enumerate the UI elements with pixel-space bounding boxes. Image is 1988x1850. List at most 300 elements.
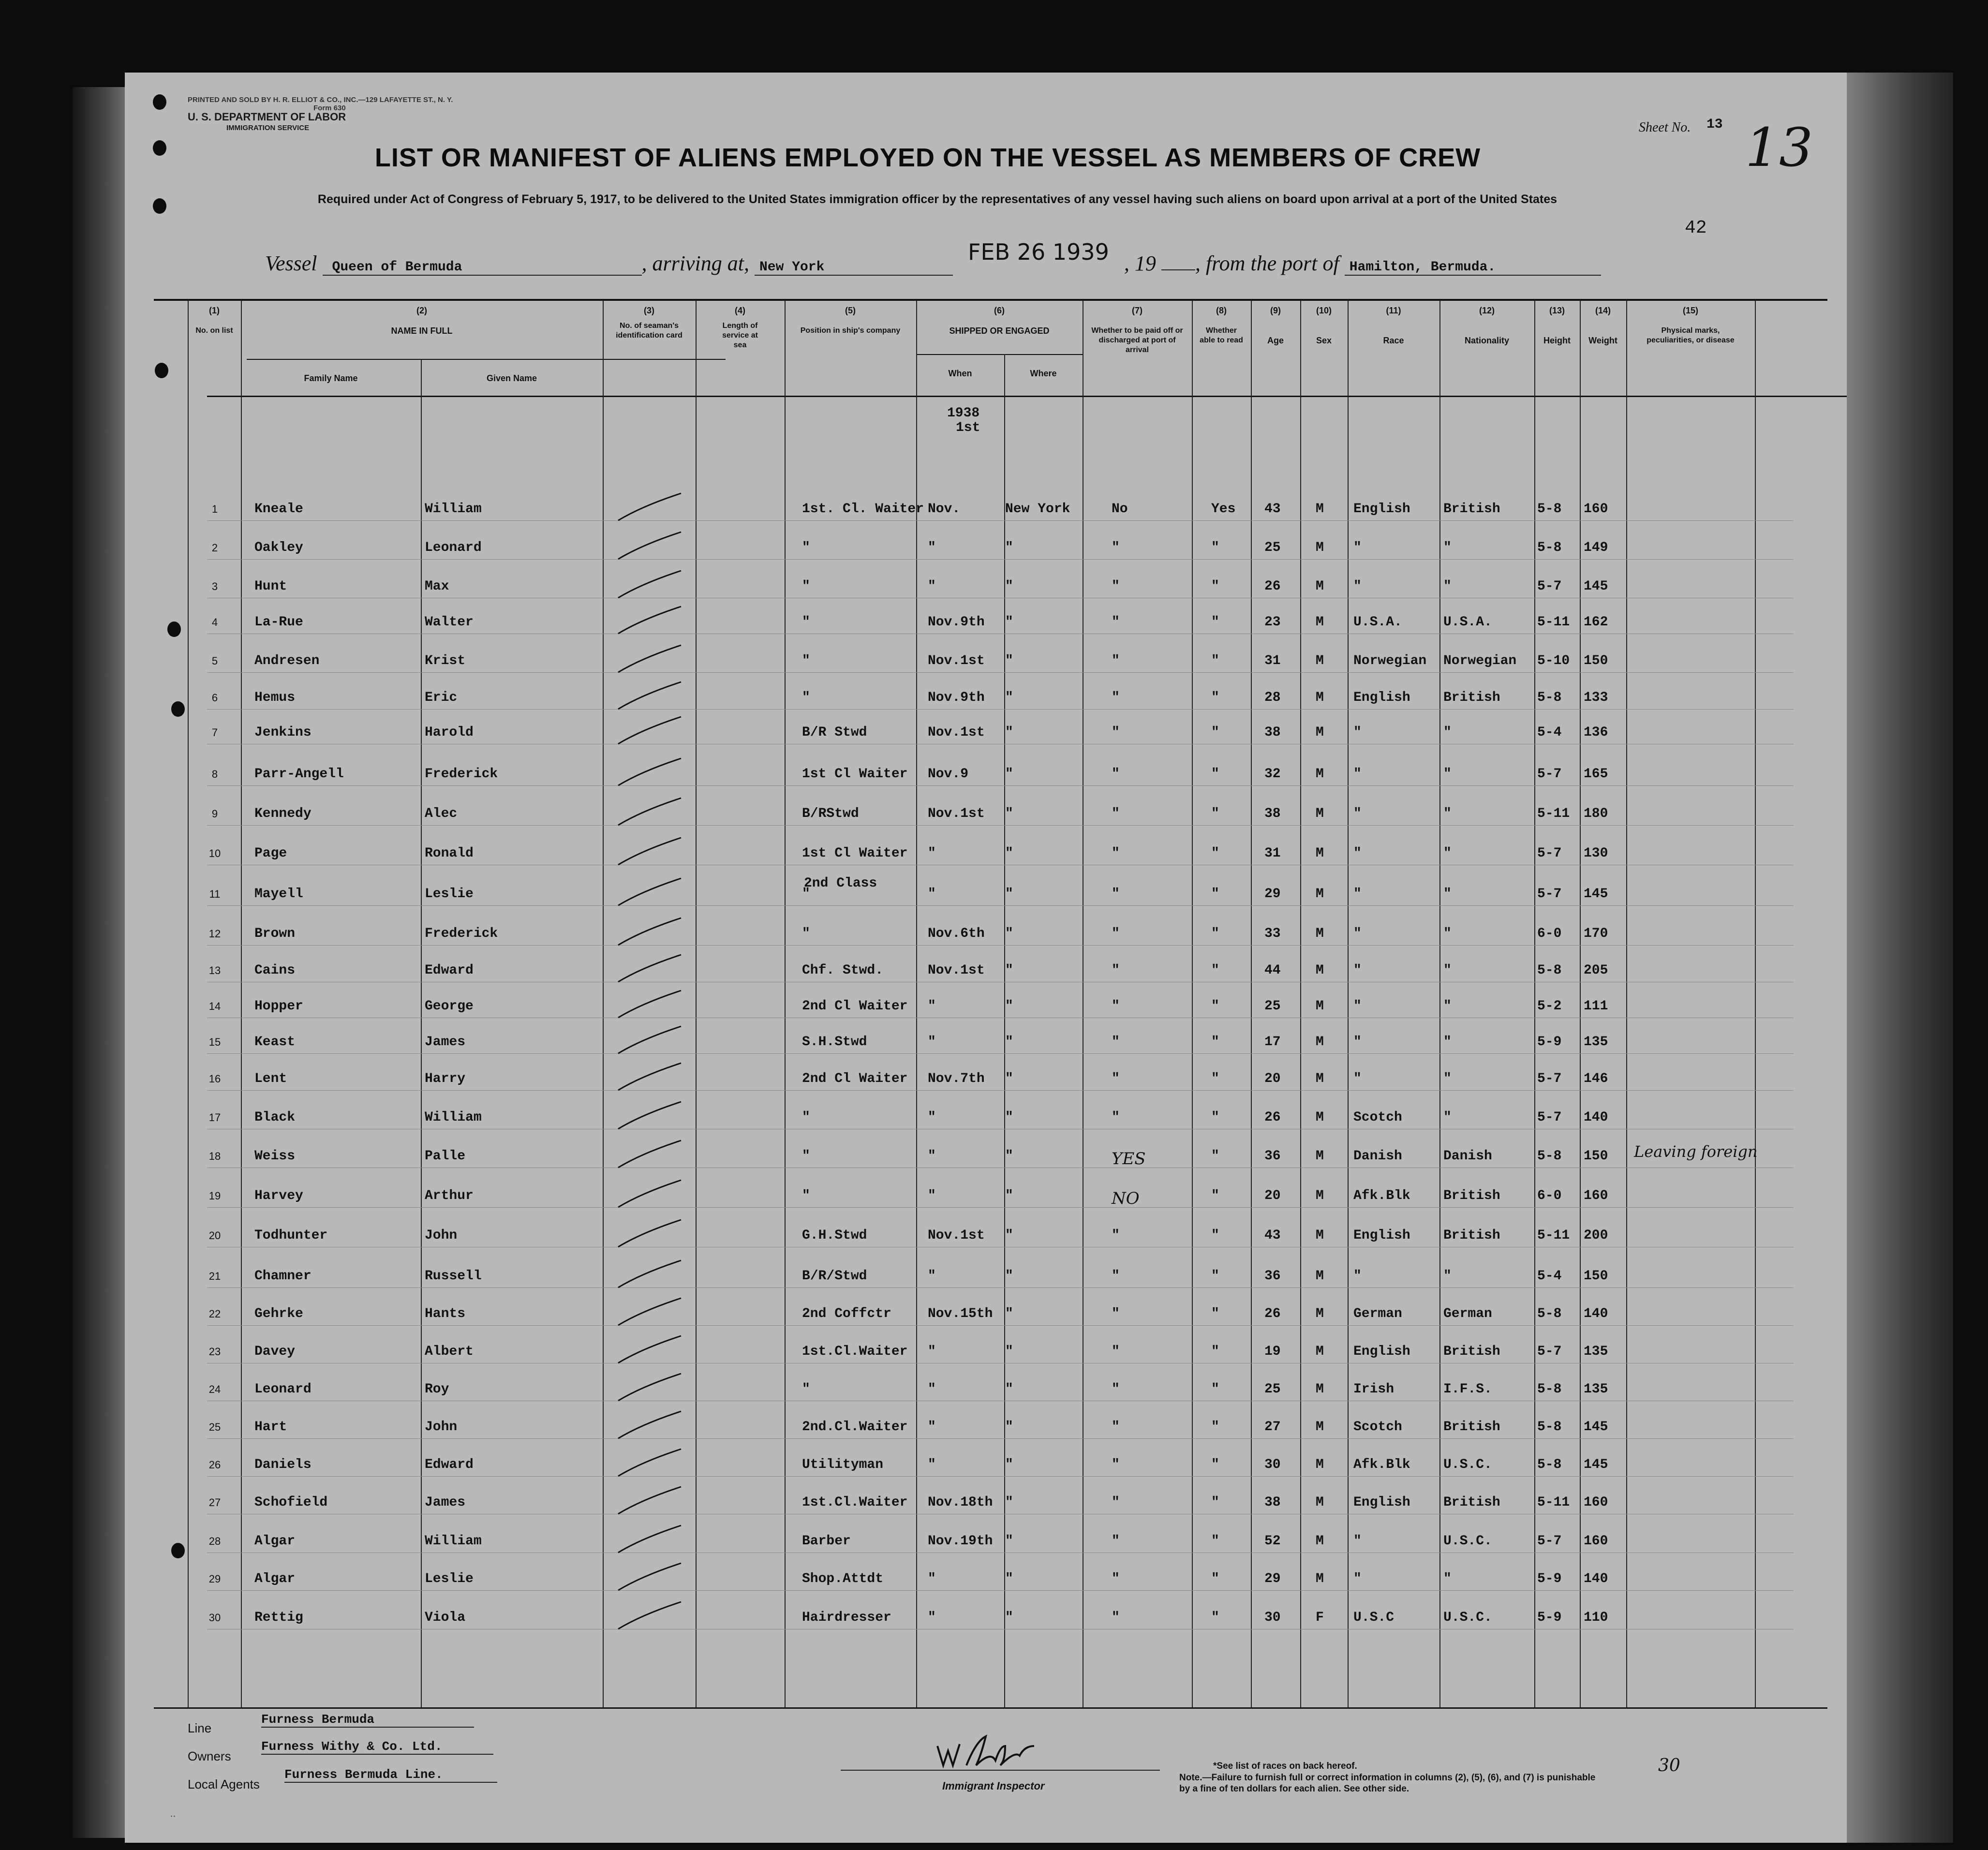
row-22-when: Nov.15th bbox=[928, 1306, 993, 1321]
row-26-nationality: U.S.C. bbox=[1443, 1457, 1492, 1472]
row-21-where: " bbox=[1005, 1269, 1013, 1284]
row-8-race: " bbox=[1353, 767, 1362, 782]
row-14-where: " bbox=[1005, 999, 1013, 1014]
row-19-weight: 160 bbox=[1584, 1188, 1608, 1203]
row-15-height: 5-9 bbox=[1537, 1035, 1562, 1050]
row-28-nationality: U.S.C. bbox=[1443, 1534, 1492, 1549]
row-24-read: " bbox=[1211, 1382, 1219, 1397]
row-23-race: English bbox=[1353, 1344, 1410, 1359]
row-5-height: 5-10 bbox=[1537, 653, 1570, 668]
row-28-family: Algar bbox=[254, 1534, 296, 1549]
row-8-sex: M bbox=[1316, 767, 1324, 782]
row-22-race: German bbox=[1353, 1306, 1402, 1321]
row-28-given: William bbox=[425, 1534, 482, 1549]
from-port-label: , from the port of bbox=[1195, 252, 1339, 275]
row-24-paid: " bbox=[1112, 1382, 1120, 1397]
row-5-paid: " bbox=[1112, 653, 1120, 668]
row-21-weight: 150 bbox=[1584, 1269, 1608, 1284]
row-20-no: 20 bbox=[208, 1229, 221, 1242]
row-4-age: 23 bbox=[1264, 615, 1281, 630]
row-23-weight: 135 bbox=[1584, 1344, 1608, 1359]
row-1-nationality: British bbox=[1443, 502, 1500, 517]
inspector-signature bbox=[821, 1727, 1160, 1785]
row-5-family: Andresen bbox=[254, 653, 320, 668]
col-8-header: (8) Whether able to read bbox=[1200, 306, 1243, 344]
row-27-family: Schofield bbox=[254, 1495, 328, 1510]
row-29-given: Leslie bbox=[425, 1571, 474, 1586]
row-30-given: Viola bbox=[425, 1610, 466, 1625]
row-5-nationality: Norwegian bbox=[1443, 653, 1517, 668]
row-10-given: Ronald bbox=[425, 846, 474, 861]
row-27-position: 1st.Cl.Waiter bbox=[802, 1495, 908, 1510]
row-19-no: 19 bbox=[208, 1190, 221, 1202]
row-21-no: 21 bbox=[208, 1270, 221, 1282]
row-27-paid: " bbox=[1112, 1495, 1120, 1510]
row-30-age: 30 bbox=[1264, 1610, 1281, 1625]
row-15-paid: " bbox=[1112, 1035, 1120, 1050]
row-23-position: 1st.Cl.Waiter bbox=[802, 1344, 908, 1359]
row-15-weight: 135 bbox=[1584, 1035, 1608, 1050]
row-3-nationality: " bbox=[1443, 579, 1452, 594]
row-13-age: 44 bbox=[1264, 963, 1281, 978]
row-14-nationality: " bbox=[1443, 999, 1452, 1014]
row-23-no: 23 bbox=[208, 1346, 221, 1358]
row-17-position: " bbox=[802, 1110, 810, 1125]
row-26-race: Afk.Blk bbox=[1353, 1457, 1410, 1472]
row-28-height: 5-7 bbox=[1537, 1534, 1562, 1549]
row-23-age: 19 bbox=[1264, 1344, 1281, 1359]
row-28-where: " bbox=[1005, 1534, 1013, 1549]
row-16-position: 2nd Cl Waiter bbox=[802, 1071, 908, 1086]
row-30-read: " bbox=[1211, 1610, 1219, 1625]
printer-text: PRINTED AND SOLD BY H. R. ELLIOT & CO., INC.—129 LAFAYETTE ST., N. Y. bbox=[188, 96, 453, 104]
department-name: U. S. DEPARTMENT OF LABOR bbox=[188, 111, 346, 123]
row-1-weight: 160 bbox=[1584, 502, 1608, 517]
row-20-sex: M bbox=[1316, 1228, 1324, 1243]
row-2-when: " bbox=[928, 540, 936, 555]
row-15-given: James bbox=[425, 1035, 466, 1050]
row-6-given: Eric bbox=[425, 690, 458, 705]
row-13-weight: 205 bbox=[1584, 963, 1608, 978]
row-29-height: 5-9 bbox=[1537, 1571, 1562, 1586]
row-10-weight: 130 bbox=[1584, 846, 1608, 861]
row-18-race: Danish bbox=[1353, 1149, 1402, 1164]
row-14-no: 14 bbox=[208, 1000, 221, 1012]
id-card-check-mark bbox=[608, 1485, 691, 1519]
row-19-height: 6-0 bbox=[1537, 1188, 1562, 1203]
row-8-family: Parr-Angell bbox=[254, 767, 344, 782]
row-20-weight: 200 bbox=[1584, 1228, 1608, 1243]
sheet-label: Sheet No. bbox=[1639, 120, 1691, 135]
row-7-paid: " bbox=[1112, 725, 1120, 740]
row-11-height: 5-7 bbox=[1537, 887, 1562, 902]
row-8-read: " bbox=[1211, 767, 1219, 782]
row-3-sex: M bbox=[1316, 579, 1324, 594]
row-10-height: 5-7 bbox=[1537, 846, 1562, 861]
row-20-race: English bbox=[1353, 1228, 1410, 1243]
punch-hole bbox=[171, 701, 185, 717]
row-9-height: 5-11 bbox=[1537, 806, 1570, 821]
row-8-position: 1st Cl Waiter bbox=[802, 767, 908, 782]
row-13-given: Edward bbox=[425, 963, 474, 978]
row-24-weight: 135 bbox=[1584, 1382, 1608, 1397]
id-card-check-mark bbox=[608, 1561, 691, 1595]
col-11-header: (11) Race bbox=[1383, 306, 1404, 345]
row-20-height: 5-11 bbox=[1537, 1228, 1570, 1243]
row-25-sex: M bbox=[1316, 1420, 1324, 1435]
row-23-read: " bbox=[1211, 1344, 1219, 1359]
row-29-race: " bbox=[1353, 1571, 1362, 1586]
row-19-nationality: British bbox=[1443, 1188, 1500, 1203]
row-19-age: 20 bbox=[1264, 1188, 1281, 1203]
id-card-check-mark bbox=[608, 1600, 691, 1634]
vessel-name: Queen of Bermuda bbox=[323, 260, 642, 276]
col-12-header: (12) Nationality bbox=[1464, 306, 1509, 345]
row-22-no: 22 bbox=[208, 1308, 221, 1320]
row-26-position: Utilityman bbox=[802, 1457, 884, 1472]
row-21-height: 5-4 bbox=[1537, 1269, 1562, 1284]
row-17-age: 26 bbox=[1264, 1110, 1281, 1125]
row-21-given: Russell bbox=[425, 1269, 482, 1284]
row-separator bbox=[207, 709, 1794, 710]
col-9-header: (9) Age bbox=[1267, 306, 1284, 345]
row-13-sex: M bbox=[1316, 963, 1324, 978]
row-27-where: " bbox=[1005, 1495, 1013, 1510]
row-25-given: John bbox=[425, 1420, 458, 1435]
row-30-nationality: U.S.C. bbox=[1443, 1610, 1492, 1625]
row-13-height: 5-8 bbox=[1537, 963, 1562, 978]
row-25-weight: 145 bbox=[1584, 1420, 1608, 1435]
col-2-header: (2) NAME IN FULL bbox=[391, 306, 453, 336]
row-2-family: Oakley bbox=[254, 540, 303, 555]
row-23-family: Davey bbox=[254, 1344, 296, 1359]
row-17-read: " bbox=[1211, 1110, 1219, 1125]
row-21-nationality: " bbox=[1443, 1269, 1452, 1284]
row-22-read: " bbox=[1211, 1306, 1219, 1321]
row-12-sex: M bbox=[1316, 926, 1324, 941]
row-12-no: 12 bbox=[208, 928, 221, 940]
row-15-when: " bbox=[928, 1035, 936, 1050]
row-22-where: " bbox=[1005, 1306, 1013, 1321]
row-27-age: 38 bbox=[1264, 1495, 1281, 1510]
row-29-age: 29 bbox=[1264, 1571, 1281, 1586]
row-10-no: 10 bbox=[208, 847, 221, 859]
id-card-check-mark bbox=[608, 953, 691, 987]
row-29-when: " bbox=[928, 1571, 936, 1586]
row-6-family: Hemus bbox=[254, 690, 296, 705]
row-5-weight: 150 bbox=[1584, 653, 1608, 668]
row-4-given: Walter bbox=[425, 615, 474, 630]
sheet-number: 13 bbox=[1706, 117, 1723, 132]
row-9-family: Kennedy bbox=[254, 806, 312, 821]
row-7-where: " bbox=[1005, 725, 1013, 740]
row-29-nationality: " bbox=[1443, 1571, 1452, 1586]
row-3-paid: " bbox=[1112, 579, 1120, 594]
row-3-no: 3 bbox=[211, 580, 218, 592]
row-27-weight: 160 bbox=[1584, 1495, 1608, 1510]
row-28-sex: M bbox=[1316, 1534, 1324, 1549]
row-20-read: " bbox=[1211, 1228, 1219, 1243]
row-1-read: Yes bbox=[1211, 502, 1236, 517]
row-18-weight: 150 bbox=[1584, 1149, 1608, 1164]
row-16-age: 20 bbox=[1264, 1071, 1281, 1086]
page-title: LIST OR MANIFEST OF ALIENS EMPLOYED ON THE VESSEL AS MEMBERS OF CREW bbox=[374, 143, 1481, 172]
row-12-read: " bbox=[1211, 926, 1219, 941]
row-20-family: Todhunter bbox=[254, 1228, 328, 1243]
row-29-read: " bbox=[1211, 1571, 1219, 1586]
row-15-where: " bbox=[1005, 1035, 1013, 1050]
row-27-given: James bbox=[425, 1495, 466, 1510]
row-17-sex: M bbox=[1316, 1110, 1324, 1125]
id-card-check-mark bbox=[608, 876, 691, 910]
col-5-header: (5) Position in ship's company bbox=[800, 306, 901, 335]
row-19-race: Afk.Blk bbox=[1353, 1188, 1410, 1203]
row-23-given: Albert bbox=[425, 1344, 474, 1359]
row-24-when: " bbox=[928, 1382, 936, 1397]
from-port: Hamilton, Bermuda. bbox=[1345, 260, 1601, 276]
row-10-where: " bbox=[1005, 846, 1013, 861]
row-24-family: Leonard bbox=[254, 1382, 312, 1397]
table-top-rule bbox=[154, 299, 1827, 301]
row-12-when: Nov.6th bbox=[928, 926, 985, 941]
row-23-sex: M bbox=[1316, 1344, 1324, 1359]
line-value: Furness Bermuda bbox=[261, 1712, 474, 1728]
row-8-paid: " bbox=[1112, 767, 1120, 782]
row-15-age: 17 bbox=[1264, 1035, 1281, 1050]
row-separator bbox=[207, 1476, 1794, 1477]
row-29-sex: M bbox=[1316, 1571, 1324, 1586]
row-14-weight: 111 bbox=[1584, 999, 1608, 1014]
id-card-check-mark bbox=[608, 1061, 691, 1095]
id-card-check-mark bbox=[608, 491, 691, 525]
row-19-sex: M bbox=[1316, 1188, 1324, 1203]
id-card-check-mark bbox=[608, 1409, 691, 1443]
page-number: 42 bbox=[1685, 218, 1707, 238]
row-11-sex: M bbox=[1316, 887, 1324, 902]
row-separator bbox=[207, 1207, 1794, 1208]
row-21-sex: M bbox=[1316, 1269, 1324, 1284]
row-14-given: George bbox=[425, 999, 474, 1014]
row-1-year: 1938 bbox=[947, 406, 980, 421]
row-26-no: 26 bbox=[208, 1459, 221, 1471]
row-11-age: 29 bbox=[1264, 887, 1281, 902]
row-29-weight: 140 bbox=[1584, 1571, 1608, 1586]
row-30-no: 30 bbox=[208, 1612, 221, 1624]
id-card-check-mark bbox=[608, 1139, 691, 1172]
row-separator bbox=[207, 520, 1794, 521]
row-9-position: B/RStwd bbox=[802, 806, 859, 821]
row-23-paid: " bbox=[1112, 1344, 1120, 1359]
row-5-sex: M bbox=[1316, 653, 1324, 668]
row-24-nationality: I.F.S. bbox=[1443, 1382, 1492, 1397]
agents-value: Furness Bermuda Line. bbox=[284, 1767, 497, 1783]
row-26-height: 5-8 bbox=[1537, 1457, 1562, 1472]
row-6-where: " bbox=[1005, 690, 1013, 705]
row-25-height: 5-8 bbox=[1537, 1420, 1562, 1435]
row-9-race: " bbox=[1353, 806, 1362, 821]
row-22-sex: M bbox=[1316, 1306, 1324, 1321]
vessel-line bbox=[265, 239, 1601, 276]
row-13-no: 13 bbox=[208, 964, 221, 977]
vessel-label: Vessel bbox=[265, 252, 317, 275]
row-5-given: Krist bbox=[425, 653, 466, 668]
corner-number: 30 bbox=[1658, 1756, 1680, 1776]
sheet-corner-number: 13 bbox=[1745, 117, 1813, 178]
row-7-race: " bbox=[1353, 725, 1362, 740]
row-25-position: 2nd.Cl.Waiter bbox=[802, 1420, 908, 1435]
row-15-read: " bbox=[1211, 1035, 1219, 1050]
col-3-header: (3) No. of seaman's identification card bbox=[616, 306, 682, 340]
row-3-when: " bbox=[928, 579, 936, 594]
row-17-where: " bbox=[1005, 1110, 1013, 1125]
row-16-family: Lent bbox=[254, 1071, 287, 1086]
row-12-position: " bbox=[802, 926, 810, 941]
row-19-family: Harvey bbox=[254, 1188, 303, 1203]
row-7-age: 38 bbox=[1264, 725, 1281, 740]
punch-hole bbox=[167, 622, 181, 637]
row-24-race: Irish bbox=[1353, 1382, 1395, 1397]
row-12-height: 6-0 bbox=[1537, 926, 1562, 941]
row-10-family: Page bbox=[254, 846, 287, 861]
row-11-position: " bbox=[802, 887, 810, 902]
row-13-position-extra: 2nd Class bbox=[804, 876, 877, 891]
row-14-race: " bbox=[1353, 999, 1362, 1014]
row-7-weight: 136 bbox=[1584, 725, 1608, 740]
row-17-weight: 140 bbox=[1584, 1110, 1608, 1125]
row-16-sex: M bbox=[1316, 1071, 1324, 1086]
row-separator bbox=[207, 1325, 1794, 1326]
id-card-check-mark bbox=[608, 680, 691, 714]
row-5-read: " bbox=[1211, 653, 1219, 668]
row-10-age: 31 bbox=[1264, 846, 1281, 861]
row-4-sex: M bbox=[1316, 615, 1324, 630]
row-1-family: Kneale bbox=[254, 502, 303, 517]
row-24-position: " bbox=[802, 1382, 810, 1397]
row-4-height: 5-11 bbox=[1537, 615, 1570, 630]
row-28-position: Barber bbox=[802, 1534, 851, 1549]
row-9-read: " bbox=[1211, 806, 1219, 821]
page-subtitle: Required under Act of Congress of February 5, 1917, to be delivered to the United States immigration officer by the representatives of any vessel having such aliens on board upon arrival at a port of the United States bbox=[317, 192, 1558, 206]
row-27-no: 27 bbox=[208, 1496, 221, 1509]
row-14-height: 5-2 bbox=[1537, 999, 1562, 1014]
row-25-where: " bbox=[1005, 1420, 1013, 1435]
row-15-race: " bbox=[1353, 1035, 1362, 1050]
row-25-read: " bbox=[1211, 1420, 1219, 1435]
row-13-when: Nov.1st bbox=[928, 963, 985, 978]
punch-hole bbox=[171, 1543, 185, 1558]
id-card-check-mark bbox=[608, 569, 691, 603]
row-1-age: 43 bbox=[1264, 502, 1281, 517]
row-4-paid: " bbox=[1112, 615, 1120, 630]
row-27-read: " bbox=[1211, 1495, 1219, 1510]
row-5-where: " bbox=[1005, 653, 1013, 668]
row-14-sex: M bbox=[1316, 999, 1324, 1014]
row-25-paid: " bbox=[1112, 1420, 1120, 1435]
row-22-weight: 140 bbox=[1584, 1306, 1608, 1321]
row-7-height: 5-4 bbox=[1537, 725, 1562, 740]
row-13-paid: " bbox=[1112, 963, 1120, 978]
row-16-paid: " bbox=[1112, 1071, 1120, 1086]
department bbox=[188, 111, 346, 133]
row-5-when: Nov.1st bbox=[928, 653, 985, 668]
row-7-read: " bbox=[1211, 725, 1219, 740]
row-separator bbox=[207, 1590, 1794, 1591]
row-20-paid: " bbox=[1112, 1228, 1120, 1243]
id-card-check-mark bbox=[608, 1218, 691, 1252]
row-18-marks: Leaving foreign bbox=[1634, 1142, 1758, 1161]
id-card-check-mark bbox=[608, 836, 691, 870]
row-4-position: " bbox=[802, 615, 810, 630]
row-18-sex: M bbox=[1316, 1149, 1324, 1164]
row-10-nationality: " bbox=[1443, 846, 1452, 861]
row-22-family: Gehrke bbox=[254, 1306, 303, 1321]
row-10-sex: M bbox=[1316, 846, 1324, 861]
row-2-given: Leonard bbox=[425, 540, 482, 555]
id-card-check-mark bbox=[608, 643, 691, 677]
row-6-nationality: British bbox=[1443, 690, 1500, 705]
where-header: Where bbox=[1030, 369, 1057, 378]
row-7-sex: M bbox=[1316, 725, 1324, 740]
row-29-paid: " bbox=[1112, 1571, 1120, 1586]
row-20-when: Nov.1st bbox=[928, 1228, 985, 1243]
row-27-nationality: British bbox=[1443, 1495, 1500, 1510]
row-12-paid: " bbox=[1112, 926, 1120, 941]
row-separator bbox=[207, 1090, 1794, 1091]
row-1-paid: No bbox=[1112, 502, 1128, 517]
penalty-note: Note.—Failure to furnish full or correct information in columns (2), (5), (6), and (7) is punishable by a fine of ten dollars for each alien. See other side. bbox=[1179, 1773, 1596, 1794]
row-29-no: 29 bbox=[208, 1573, 221, 1585]
row-6-height: 5-8 bbox=[1537, 690, 1562, 705]
shipped-subheader-rule bbox=[916, 354, 1083, 355]
row-28-paid: " bbox=[1112, 1534, 1120, 1549]
row-7-family: Jenkins bbox=[254, 725, 312, 740]
row-11-paid: " bbox=[1112, 887, 1120, 902]
row-6-weight: 133 bbox=[1584, 690, 1608, 705]
row-separator bbox=[207, 1438, 1794, 1439]
row-7-given: Harold bbox=[425, 725, 474, 740]
row-17-height: 5-7 bbox=[1537, 1110, 1562, 1125]
row-22-given: Hants bbox=[425, 1306, 466, 1321]
row-28-when: Nov.19th bbox=[928, 1534, 993, 1549]
row-6-when: Nov.9th bbox=[928, 690, 985, 705]
row-7-position: B/R Stwd bbox=[802, 725, 867, 740]
row-5-position: " bbox=[802, 653, 810, 668]
row-20-position: G.H.Stwd bbox=[802, 1228, 867, 1243]
row-18-paid: YES bbox=[1112, 1149, 1146, 1169]
row-11-when: " bbox=[928, 887, 936, 902]
row-19-when: " bbox=[928, 1188, 936, 1203]
row-18-when: " bbox=[928, 1149, 936, 1164]
row-9-sex: M bbox=[1316, 806, 1324, 821]
row-10-position: 1st Cl Waiter bbox=[802, 846, 908, 861]
row-11-read: " bbox=[1211, 887, 1219, 902]
row-11-where: " bbox=[1005, 887, 1013, 902]
row-9-weight: 180 bbox=[1584, 806, 1608, 821]
row-19-paid: NO bbox=[1112, 1189, 1140, 1208]
row-11-given: Leslie bbox=[425, 887, 474, 902]
row-5-no: 5 bbox=[211, 655, 218, 667]
row-20-age: 43 bbox=[1264, 1228, 1281, 1243]
row-15-sex: M bbox=[1316, 1035, 1324, 1050]
row-21-paid: " bbox=[1112, 1269, 1120, 1284]
row-8-weight: 165 bbox=[1584, 767, 1608, 782]
row-10-race: " bbox=[1353, 846, 1362, 861]
row-9-nationality: " bbox=[1443, 806, 1452, 821]
row-1-where: New York bbox=[1005, 502, 1070, 517]
binding-strip bbox=[73, 87, 125, 1838]
row-separator bbox=[207, 785, 1794, 786]
row-26-read: " bbox=[1211, 1457, 1219, 1472]
